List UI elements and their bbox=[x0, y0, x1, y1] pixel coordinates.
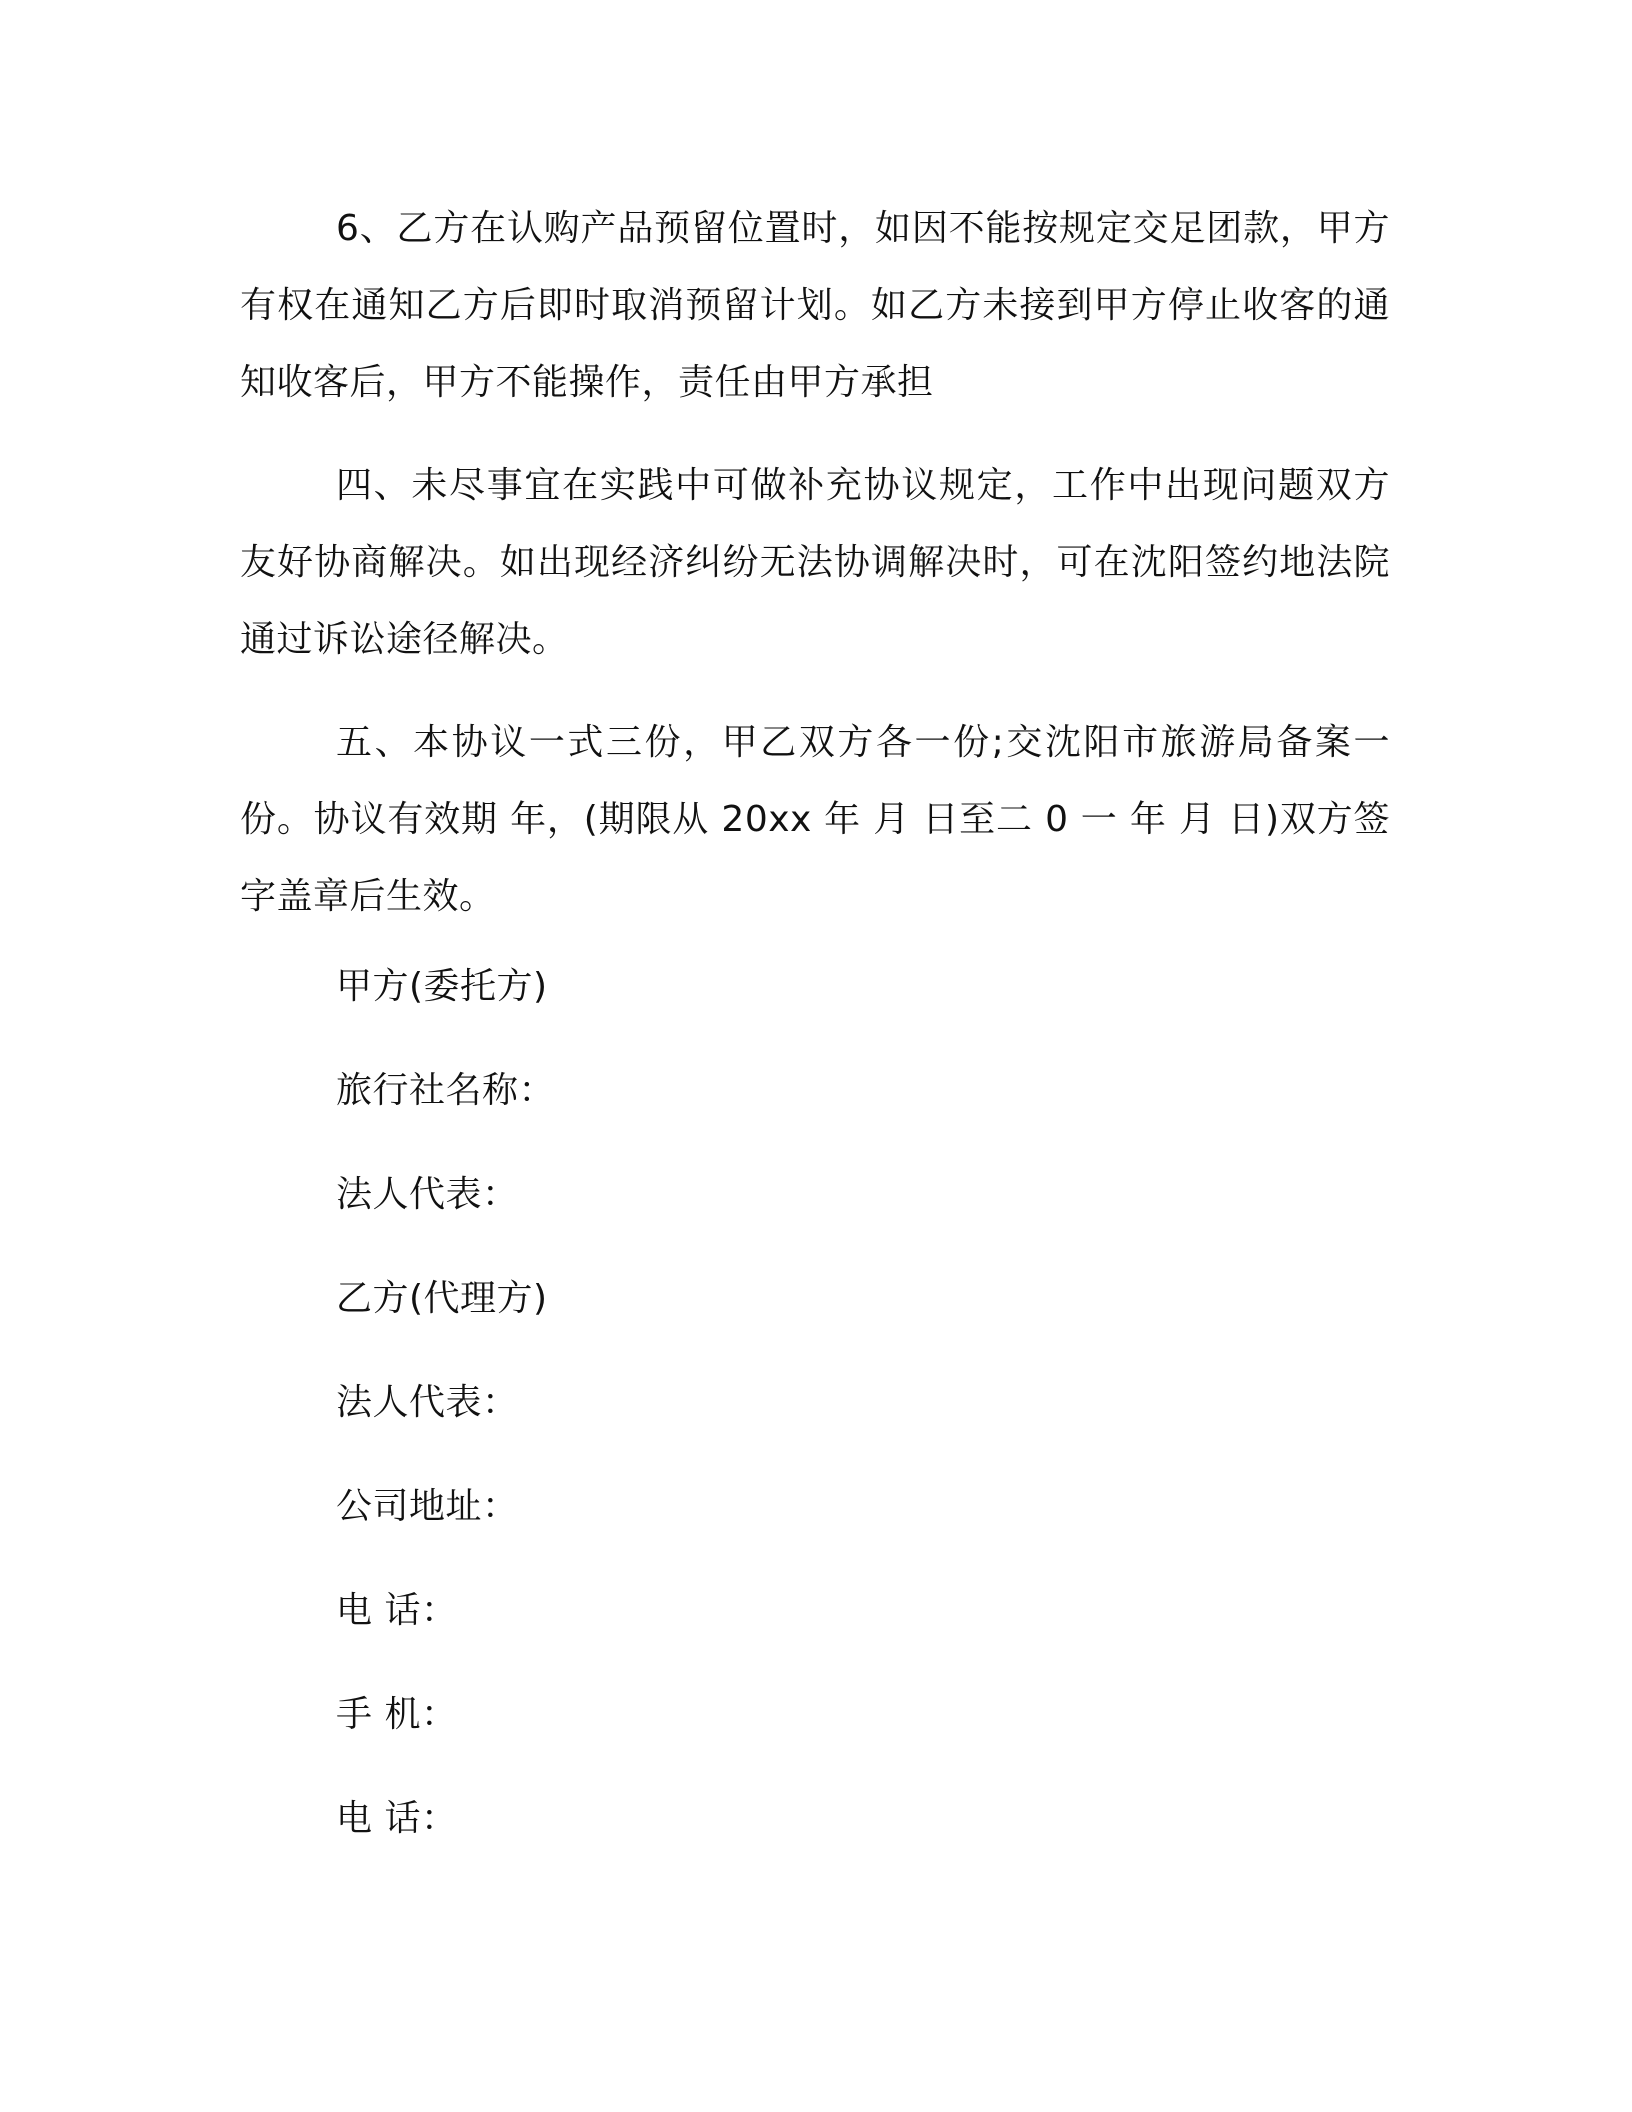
party-a-label: 甲方(委托方) bbox=[336, 966, 548, 1007]
party-b-legal-rep-label: 法人代表： bbox=[336, 1382, 519, 1423]
clause-6-paragraph: 6、乙方在认购产品预留位置时，如因不能按规定交足团款，甲方有权在通知乙方后即时取消预留计划。如乙方未接到甲方停止收客的通知收客后，甲方不能操作，责任由甲方承担 bbox=[240, 208, 1390, 403]
party-a-legal-rep-label: 法人代表： bbox=[336, 1174, 519, 1215]
party-b-label: 乙方(代理方) bbox=[336, 1278, 548, 1319]
clause-5-paragraph: 五、本协议一式三份，甲乙双方各一份;交沈阳市旅游局备案一份。协议有效期 年，(期限从 20xx 年 月 日至二 0 一 年 月 日)双方签字盖章后生效。 bbox=[240, 722, 1390, 917]
phone-label: 电 话： bbox=[336, 1590, 458, 1631]
signature-block bbox=[240, 961, 1390, 1845]
mobile-label: 手 机： bbox=[336, 1694, 458, 1735]
document-body bbox=[240, 190, 1390, 1897]
clause-4-paragraph: 四、未尽事宜在实践中可做补充协议规定，工作中出现问题双方友好协商解决。如出现经济纠纷无法协调解决时，可在沈阳签约地法院通过诉讼途径解决。 bbox=[240, 465, 1390, 660]
phone-label-2: 电 话： bbox=[336, 1798, 458, 1839]
company-address-label: 公司地址： bbox=[336, 1486, 519, 1527]
agency-name-label: 旅行社名称： bbox=[336, 1070, 556, 1111]
